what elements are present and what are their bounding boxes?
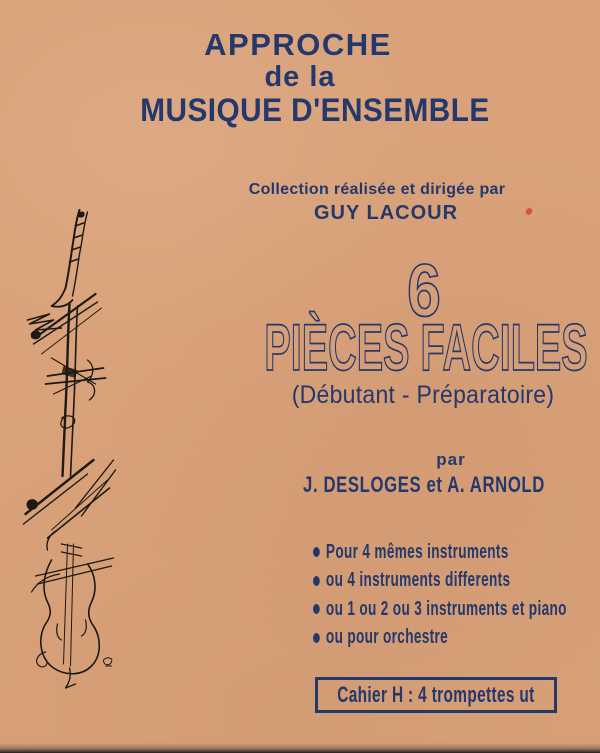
list-item: [313, 595, 567, 624]
edition-label: Cahier H : 4 trompettes ut: [337, 682, 535, 707]
bullet-icon: [313, 604, 320, 614]
list-item-label: ou 4 instruments differents: [325, 569, 511, 592]
list-item: [313, 538, 509, 567]
title-subtitle: (Débutant - Préparatoire): [291, 381, 555, 409]
par-label: par: [436, 450, 466, 469]
sketch-strokes: [24, 210, 116, 688]
list-item-label: Pour 4 mêmes instruments: [325, 540, 509, 563]
collection-editor: GUY LACOUR: [313, 202, 459, 224]
series-title-line2: de la: [264, 61, 336, 93]
artist-monogram: [104, 658, 112, 666]
collection-credit: Collection réalisée et dirigée par: [248, 181, 506, 198]
list-item-label: ou 1 ou 2 ou 3 instruments et piano: [325, 597, 567, 620]
list-item-label: ou pour orchestre: [325, 626, 449, 649]
edition-box: [315, 677, 557, 713]
list-item: [313, 624, 503, 653]
title-number: 6: [407, 250, 441, 333]
bullet-icon: [313, 547, 320, 557]
title-name: PIÈCES FACILES: [264, 310, 588, 378]
feature-list: [313, 538, 593, 652]
author-names: J. DESLOGES et A. ARNOLD: [303, 472, 545, 497]
list-item: [313, 567, 511, 596]
page-edge-shadow: [0, 743, 600, 753]
bullet-icon: [313, 633, 320, 643]
series-title-line1: APPROCHE: [204, 27, 392, 62]
instruments-ink-sketch-illustration: [16, 208, 124, 696]
series-title-line3: MUSIQUE D'ENSEMBLE: [140, 92, 490, 128]
bullet-icon: [313, 576, 320, 586]
